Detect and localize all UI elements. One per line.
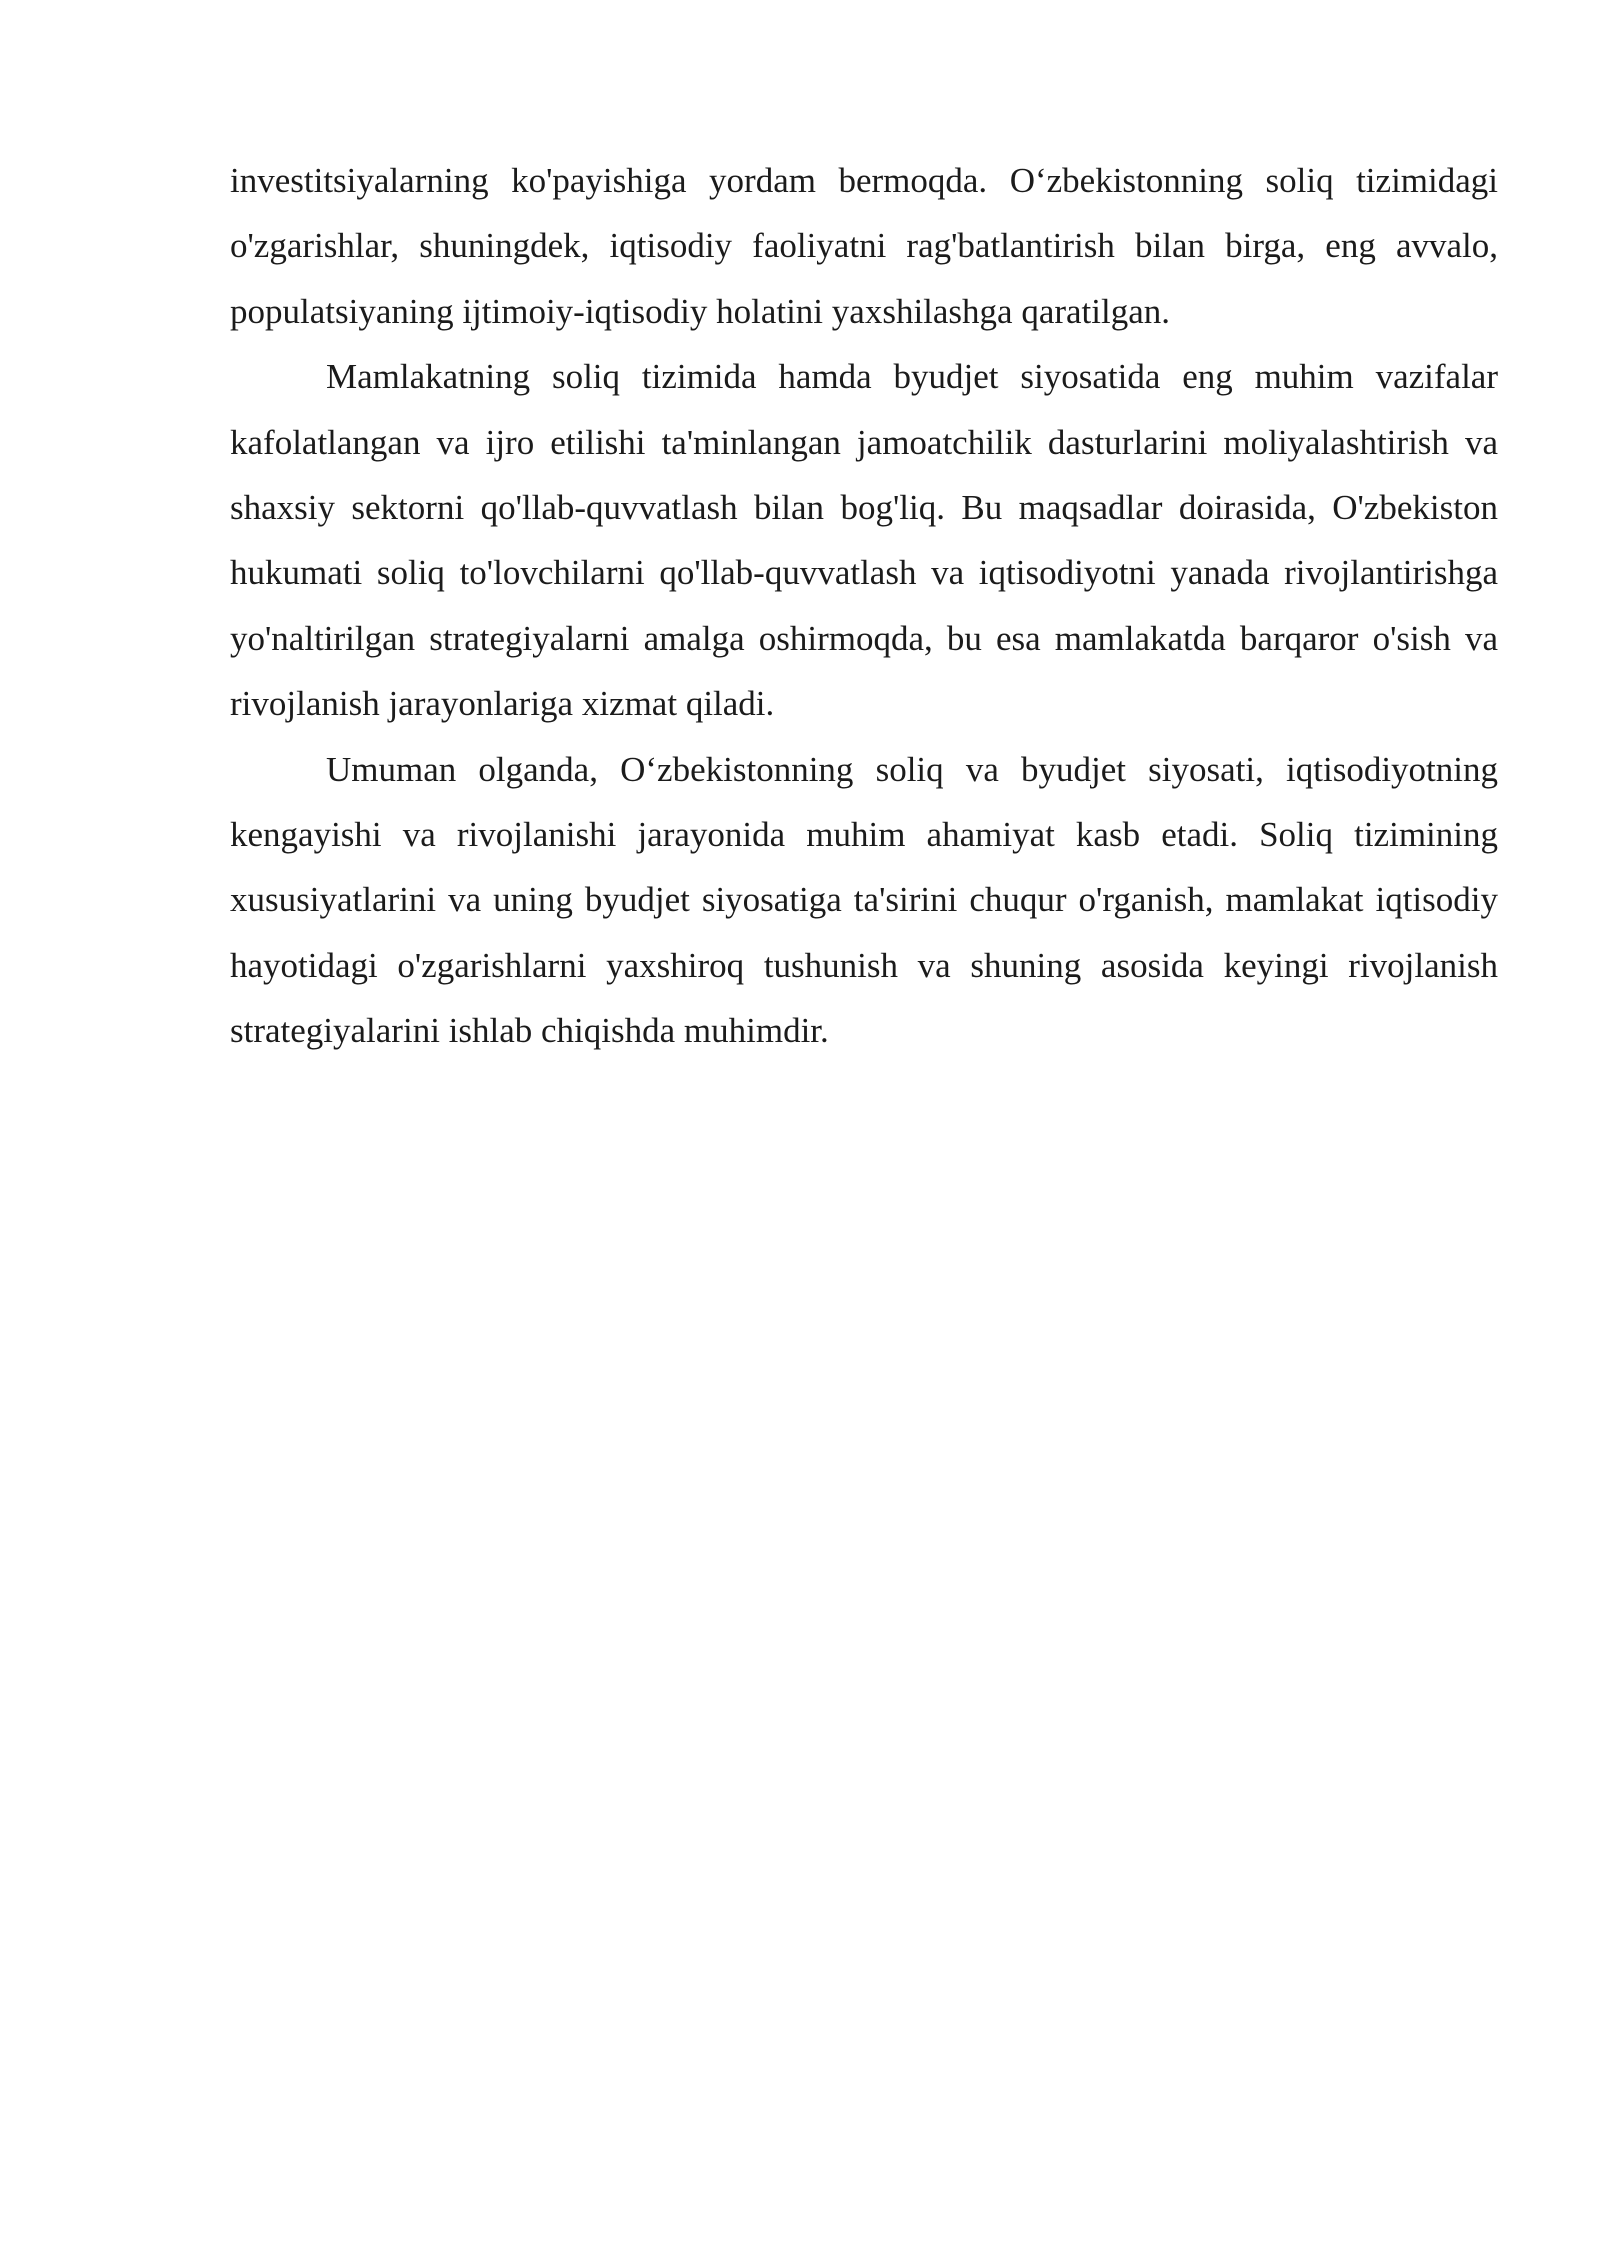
paragraph-continuation: investitsiyalarning ko'payishiga yordam bermoqda. O‘zbekistonning soliq tizimidagi o'zgarishlar, shuningdek, iqtisodiy faoliyatni rag'batlantirish bilan birga, eng avvalo, populatsiyaning ijtimoiy-iqtisodiy holatini yaxshilashga qaratilgan. [230,161,1498,331]
paragraph-conclusion: Umuman olganda, O‘zbekistonning soliq va byudjet siyosati, iqtisodiyotning kengayishi va rivojlanishi jarayonida muhim ahamiyat kasb etadi. Soliq tizimining xususiyatlarini va uning byudjet siyosatiga ta'sirini chuqur o'rganish, mamlakat iqtisodiy hayotidagi o'zgarishlarni yaxshiroq tushunish va shuning asosida keyingi rivojlanish strategiyalarini ishlab chiqishda muhimdir. [230,749,1498,1051]
paragraph-tax-system-tasks: Mamlakatning soliq tizimida hamda byudjet siyosatida eng muhim vazifalar kafolatlangan va ijro etilishi ta'minlangan jamoatchilik dasturlarini moliyalashtirish va shaxsiy sektorni qo'llab-quvvatlash bilan bog'liq. Bu maqsadlar doirasida, O'zbekiston hukumati soliq to'lovchilarni qo'llab-quvvatlash va iqtisodiyotni yanada rivojlantirishga yo'naltirilgan strategiyalarni amalga oshirmoqda, bu esa mamlakatda barqaror o'sish va rivojlanish jarayonlariga xizmat qiladi. [230,357,1498,724]
document-body [230,148,1498,1064]
